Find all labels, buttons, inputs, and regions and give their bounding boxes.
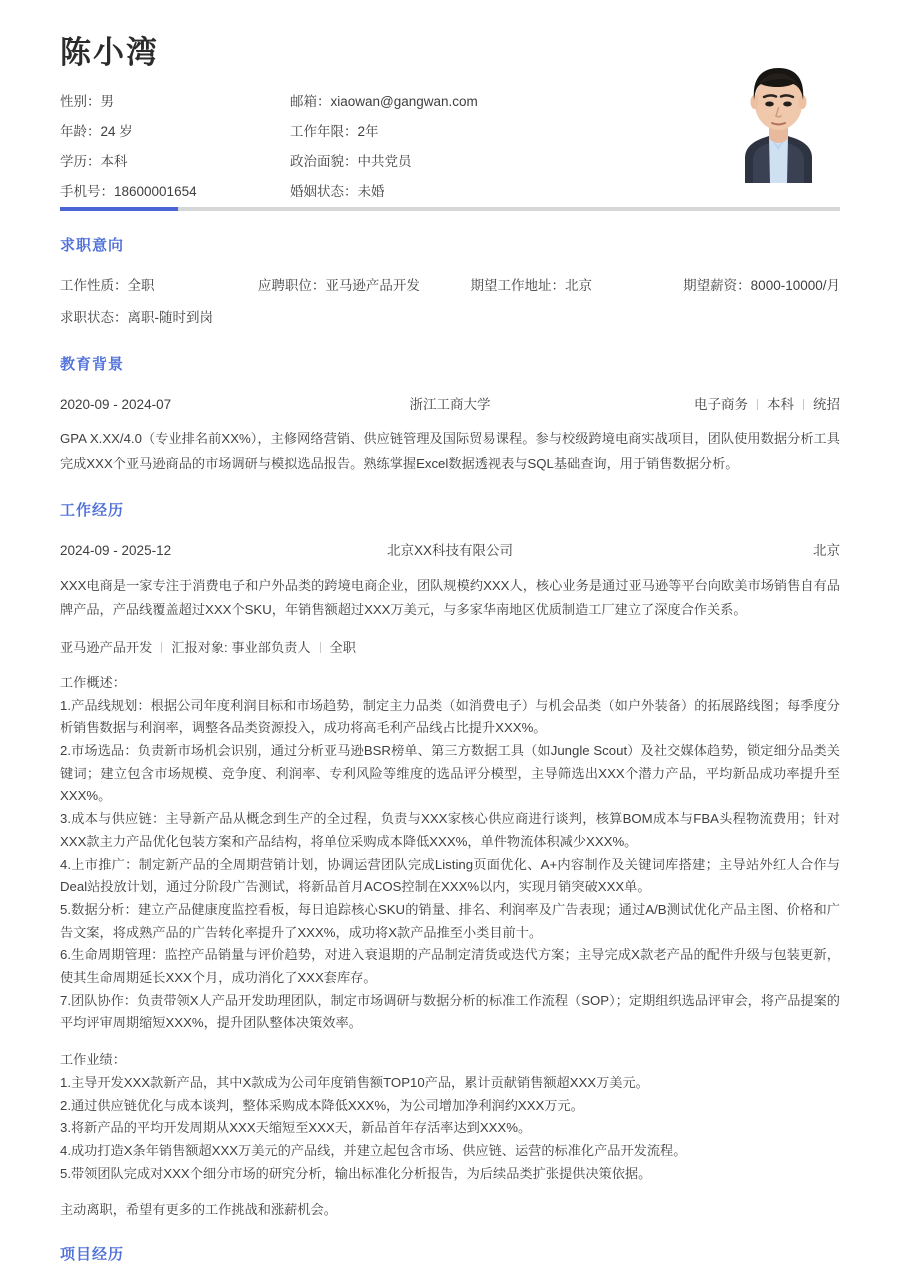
section-title-project-experience: 项目经历 [60,1246,125,1264]
work-role-tags [60,637,840,658]
work-achievement-2: 2.通过供应链优化与成本谈判，整体采购成本降低XXX%，为公司增加净利润约XXX万元。 [60,1097,584,1113]
work-company: 北京XX科技有限公司 [386,543,513,559]
work-achievement-5: 5.带领团队完成对XXX个细分市场的研究分析，输出标准化分析报告，为后续品类扩张提供决策依据。 [60,1165,652,1181]
section-title-work-experience: 工作经历 [60,502,125,520]
work-achievement-4: 4.成功打造X条年销售额超XXX万美元的产品线，并建立起包含市场、供应链、运营的标准化产品开发流程。 [60,1142,687,1158]
education-tag-major: 电子商务 [694,396,748,412]
resume-header [60,0,840,199]
work-employment-type: 全职 [329,639,356,655]
info-marital-status-value: 未婚 [357,183,385,199]
info-gender-value: 男 [100,94,114,110]
section-title-job-intention: 求职意向 [60,237,125,254]
work-location: 北京 [813,543,840,559]
section-work-experience [60,502,840,1222]
work-overview-block [60,672,840,1035]
info-education-label: 学历： [60,153,101,169]
info-email [290,92,680,113]
info-age-value: 24 岁 [100,124,133,140]
profile-photo-icon [717,40,840,183]
work-achievements-label: 工作业绩： [60,1052,126,1068]
field-job-nature-label: 工作性质： [60,278,128,293]
work-duty-1: 1.产品线规划：根据公司年度利润目标和市场趋势，制定主力品类（如消费电子）与机会品类（如户外装备）的拓展路线图；每季度分析销售数据与利润率，调整各品类资源投入，成功将高毛利产品线占比提升XXX%。 [60,697,840,736]
education-tags [650,394,840,416]
info-work-years [290,122,680,143]
work-role-title: 亚马逊产品开发 [60,639,153,655]
tag-separator-icon [320,642,321,653]
info-work-years-value: 2年 [357,124,379,140]
field-expected-salary [683,275,840,298]
work-report-to: 汇报对象: 事业部负责人 [171,639,311,655]
work-duty-5: 5.数据分析：建立产品健康度监控看板，每日追踪核心SKU的销量、排名、利润率及广告表现；通过A/B测试优化产品主图、价格和广告文案，将成熟产品的广告转化率提升了XXX%，成功将X款产品推至小类目前十。 [60,901,840,940]
info-phone-label: 手机号： [60,183,114,199]
work-overview-label: 工作概述： [60,674,126,690]
work-leave-reason: 主动离职，希望有更多的工作挑战和涨薪机会。 [60,1202,337,1218]
info-age-label: 年龄： [60,124,101,140]
info-email-label: 邮箱： [290,94,331,110]
avatar [717,40,840,183]
field-job-status-value: 离职-随时到岗 [127,309,213,325]
header-divider [60,207,840,211]
info-marital-status-label: 婚姻状态： [290,183,358,199]
section-education [60,356,840,476]
info-phone-value: 18600001654 [114,183,197,199]
info-age [60,122,290,143]
page-title: 陈小湾 [60,35,159,70]
info-political-status-label: 政治面貌： [290,153,358,169]
info-political-status [290,152,680,173]
info-work-years-label: 工作年限： [290,124,358,140]
info-gender [60,92,290,113]
work-duty-6: 6.生命周期管理：监控产品销量与评价趋势，对进入衰退期的产品制定清货或迭代方案；主导完成X款老产品的配件升级与包装更新，使其生命周期延长XXX个月，成功消化了XXX套库存。 [60,947,840,986]
field-job-status [60,307,260,330]
education-date: 2020-09 - 2024-07 [60,396,172,412]
field-expected-salary-value: 8000-10000/月 [750,278,840,293]
work-company-intro: XXX电商是一家专注于消费电子和户外品类的跨境电商企业，团队规模约XXX人，核心业务是通过亚马逊等平台向欧美市场销售自有品牌产品，产品线覆盖超过XXX个SKU，年销售额超过XXX万美元，与多家华南地区优质制造工厂建立了深度合作关系。 [60,577,840,618]
info-education-value: 本科 [100,153,128,169]
info-gender-label: 性别： [60,94,101,110]
field-expected-salary-label: 期望薪资： [683,278,751,293]
work-duty-7: 7.团队协作：负责带领X人产品开发助理团队，制定市场调研与数据分析的标准工作流程（SOP）；定期组织选品评审会，将产品提案的平均评审周期缩短XXX%，提升团队整体决策效率。 [60,992,840,1031]
section-job-intention [60,237,840,330]
work-achievements-block [60,1049,840,1185]
basic-info-grid [60,92,680,203]
tag-separator-icon [161,642,162,653]
job-intention-fields [60,275,840,298]
work-date: 2024-09 - 2025-12 [60,543,172,559]
field-job-status-label: 求职状态： [60,309,128,325]
field-expected-location [471,275,684,298]
info-email-value: xiaowan@gangwan.com [330,94,478,110]
work-achievement-1: 1.主导开发XXX款新产品，其中X款成为公司年度销售额TOP10产品，累计贡献销售额超XXX万美元。 [60,1074,649,1090]
work-duty-4: 4.上市推广：制定新产品的全周期营销计划，协调运营团队完成Listing页面优化、A+内容制作及关键词库搭建；主导站外红人合作与Deal站投放计划，通过分阶段广告测试，将新品首月ACOS控制在XXX%以内，实现月销突破XXX单。 [60,856,840,895]
info-phone [60,182,290,203]
field-applied-position [258,275,471,298]
field-job-nature-value: 全职 [127,278,155,293]
education-tag-degree: 本科 [767,396,794,412]
job-intention-status-row [60,307,840,330]
info-marital-status [290,182,680,203]
work-duty-2: 2.市场选品：负责新市场机会识别，通过分析亚马逊BSR榜单、第三方数据工具（如Jungle Scout）及社交媒体趋势，锁定细分品类关键词；建立包含市场规模、竞争度、利润率、专利风险等维度的选品评分模型，主导筛选出XXX个潜力产品，平均新品成功率提升至XXX%。 [60,742,840,804]
tag-separator-icon [757,399,758,410]
education-school: 浙江工商大学 [409,396,491,412]
work-duty-3: 3.成本与供应链：主导新产品从概念到生产的全过程，负责与XXX家核心供应商进行谈判，核算BOM成本与FBA头程物流费用；针对XXX款主力产品优化包装方案和产品结构，将单位采购成本降低XXX%，单件物流体积减少XXX%。 [60,811,840,849]
field-applied-position-value: 亚马逊产品开发 [325,278,420,293]
work-entry-header [60,540,840,562]
section-title-education: 教育背景 [60,355,125,373]
field-job-nature [60,275,258,298]
tag-separator-icon [803,399,804,410]
work-achievement-3: 3.将新产品的平均开发周期从XXX天缩短至XXX天，新品首年存活率达到XXX%。 [60,1120,532,1136]
field-applied-position-label: 应聘职位： [257,278,326,293]
education-tag-admission: 统招 [813,396,840,412]
block-spacer [60,1035,840,1049]
section-project-experience [60,1246,840,1264]
info-education [60,152,290,173]
education-entry-header [60,394,840,416]
education-description: GPA X.XX/4.0（专业排名前XX%），主修网络营销、供应链管理及国际贸易课程。参与校级跨境电商实战项目，团队使用数据分析工具完成XXX个亚马逊商品的市场调研与模拟选品报告。熟练掌握Excel数据透视表与SQL基础查询，用于销售数据分析。 [60,431,840,471]
block-spacer [60,1185,840,1199]
field-expected-location-label: 期望工作地址： [470,278,565,293]
info-political-status-value: 中共党员 [357,153,412,169]
field-expected-location-value: 北京 [565,278,592,293]
